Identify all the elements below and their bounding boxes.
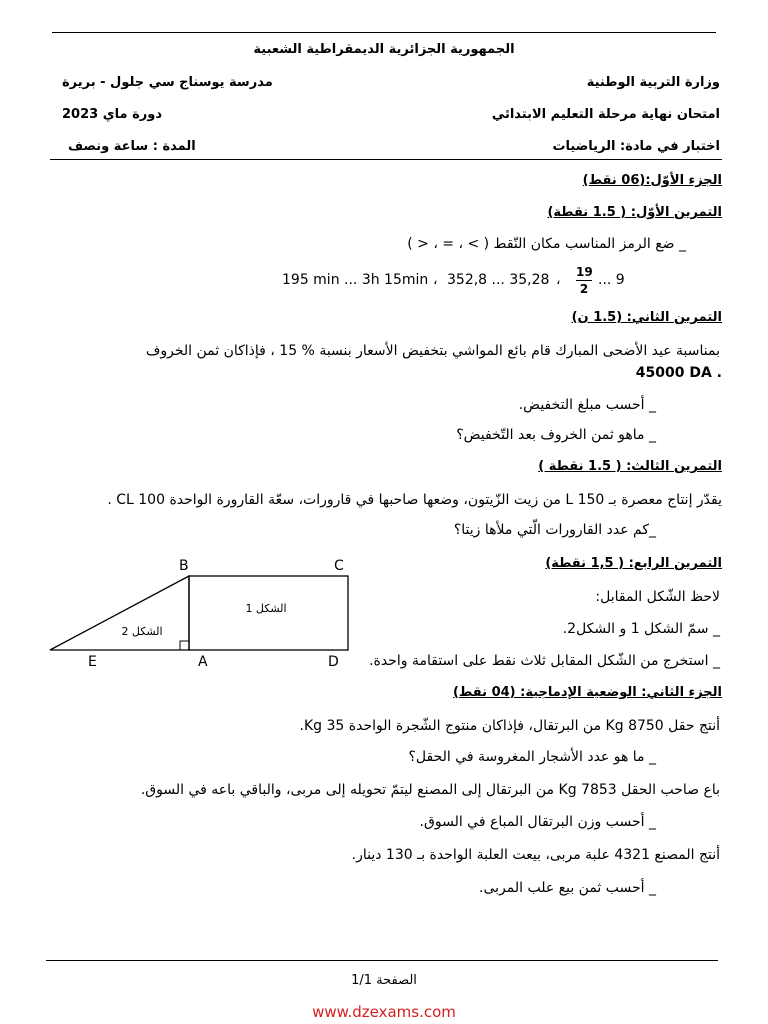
ex1-fraction-bar	[576, 280, 592, 281]
ex4-q2: _ استخرج من الشّكل المقابل ثلاث نقط على استقامة واحدة.	[369, 653, 720, 669]
ex1-fraction-denominator: 2	[579, 282, 589, 296]
shape2-label: الشكل 2	[121, 625, 163, 638]
ex1-sep-2: ،	[556, 272, 561, 288]
ex1-item-a: 195 min ... 3h 15min	[282, 272, 429, 288]
point-label-B: B	[179, 558, 189, 574]
session-label: دورة ماي 2023	[62, 107, 162, 122]
header-rule	[50, 159, 722, 160]
shape1-label: الشكل 1	[245, 602, 287, 615]
ex2-q2: _ ماهو ثمن الخروف بعد التّخفيض؟	[456, 427, 656, 443]
ministry-label: وزارة التربية الوطنية	[586, 75, 720, 90]
top-rule	[52, 32, 716, 33]
right-angle-mark	[180, 641, 189, 650]
republic-title: الجمهورية الجزائرية الديمقراطية الشعبية	[253, 42, 515, 57]
ex2-line2: 45000 DA .	[635, 365, 722, 381]
part2-q1: _ ما هو عدد الأشجار المغروسة في الحقل؟	[408, 749, 656, 765]
ex4-q1: _ سمّ الشكل 1 و الشكل2.	[562, 621, 720, 637]
subject-label: اختبار في مادة: الرياضيات	[552, 139, 720, 154]
part2-line1: أنتج حقل 8750 Kg من البرتقال، فإذاكان منتوج الشّجرة الواحدة 35 Kg.	[299, 718, 720, 734]
ex1-item-b: 352,8 ... 35,28	[447, 272, 550, 288]
source-url-link[interactable]: www.dzexams.com	[312, 1003, 456, 1021]
ex1-instruction: _ ضع الرمز المناسب مكان النّقط ( > ، = ، < )	[407, 236, 686, 252]
point-label-D: D	[328, 654, 339, 670]
geometry-figure	[40, 554, 360, 674]
ex1-fraction	[576, 266, 592, 295]
ex1-item-c: ... 9	[598, 272, 625, 288]
ex3-line1: يقدّر إنتاج معصرة بـ 150 L من زيت الزّيتون، وضعها صاحبها في قارورات، سعّة القارورة الواحدة 100 CL .	[107, 492, 722, 508]
part1-title: الجزء الأوّل:(06 نقط)	[582, 173, 722, 188]
ex3-q1: _كم عدد القارورات الّتي ملأها زيتا؟	[453, 522, 656, 538]
point-label-C: C	[334, 558, 344, 574]
point-label-A: A	[198, 654, 208, 670]
triangle-shape2	[50, 576, 189, 650]
footer-rule	[46, 960, 718, 961]
ex1-sep-1: ،	[433, 272, 438, 288]
part2-q2: _ أحسب وزن البرتقال المباع في السوق.	[419, 814, 656, 830]
part2-line2: باع صاحب الحقل 7853 Kg من البرتقال إلى المصنع ليتمّ تحويله إلى مربى، والباقي باعه في السوق.	[140, 782, 720, 798]
point-label-E: E	[88, 654, 97, 670]
ex1-fraction-numerator: 19	[576, 265, 593, 279]
ex3-title: التمرين الثالث: ( 1.5 نقطة )	[538, 459, 722, 474]
school-label: مدرسة يوسناج سي جلول - بريرة	[62, 75, 273, 90]
ex1-title: التمرين الأوّل: ( 1.5 نقطة)	[547, 205, 722, 220]
ex2-q1: _ أحسب مبلغ التخفيض.	[518, 397, 656, 413]
ex2-line1: بمناسبة عيد الأضحى المبارك قام بائع المواشي بتخفيض الأسعار بنسبة % 15 ، فإذاكان ثمن الخروف	[145, 343, 720, 359]
part2-title: الجزء الثاني: الوضعية الإدماجية: (04 نقط)	[452, 685, 722, 700]
part2-line3: أنتج المصنع 4321 علبة مربى، بيعت العلبة الواحدة بـ 130 دينار.	[351, 847, 720, 863]
exam-name: امتحان نهاية مرحلة التعليم الابتدائي	[491, 107, 720, 122]
ex4-title: التمرين الرابع: ( 1,5 نقطة)	[545, 556, 722, 571]
part2-q3: _ أحسب ثمن بيع علب المربى.	[479, 880, 656, 896]
ex4-line1: لاحظ الشّكل المقابل:	[595, 589, 720, 605]
duration-label: المدة : ساعة ونصف	[68, 139, 196, 154]
ex2-title: التمرين الثاني: (1.5 ن)	[571, 310, 722, 325]
page-number: الصفحة 1/1	[351, 973, 417, 988]
